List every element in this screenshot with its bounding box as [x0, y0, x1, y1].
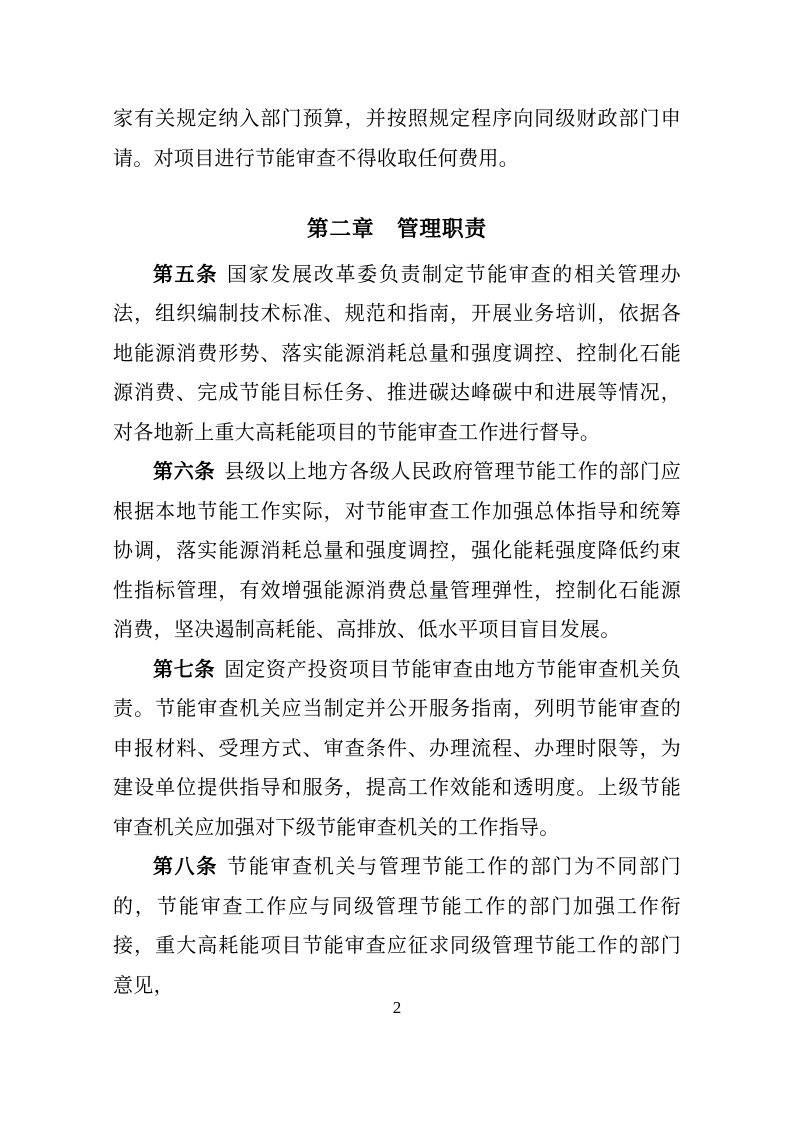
article-label-7: 第七条: [153, 658, 216, 681]
article-label-6: 第六条: [153, 461, 216, 483]
article-paragraph-6: [113, 453, 681, 651]
article-paragraph-8: [113, 848, 681, 1006]
article-text-6: 县级以上地方各级人民政府管理节能工作的部门应根据本地节能工作实际，对节能审查工作加强总体指导和统筹协调，落实能源消耗总量和强度调控，强化能耗强度降低约束性指标管理，有效增强能源消费总量管理弹性，控制化石能源消费，坚决遏制高耗能、高排放、低水平项目盲目发展。: [113, 461, 681, 641]
article-paragraph-5: [113, 256, 681, 454]
page-number: 2: [392, 998, 402, 1017]
article-text-8: 节能审查机关与管理节能工作的部门为不同部门的，节能审查工作应与同级管理节能工作的部门加强工作衔接，重大高耗能项目节能审查应征求同级管理节能工作的部门意见，: [113, 856, 681, 997]
page-content: [113, 100, 681, 1006]
article-label-5: 第五条: [153, 263, 219, 286]
article-label-8: 第八条: [153, 856, 219, 878]
article-text-5: 国家发展改革委负责制定节能审查的相关管理办法，组织编制技术标准、规范和指南，开展业务培训，依据各地能源消费形势、落实能源消耗总量和强度调控、控制化石能源消费、完成节能目标任务、推进碳达峰碳中和进展等情况，对各地新上重大高耗能项目的节能审查工作进行督导。: [113, 263, 681, 444]
article-paragraph-7: [113, 651, 681, 849]
continuation-paragraph: 家有关规定纳入部门预算，并按照规定程序向同级财政部门申请。对项目进行节能审查不得收取任何费用。: [113, 108, 681, 170]
chapter-heading: 第二章 管理职责: [306, 217, 487, 241]
article-text-7: 固定资产投资项目节能审查由地方节能审查机关负责。节能审查机关应当制定并公开服务指南，列明节能审查的申报材料、受理方式、审查条件、办理流程、办理时限等，为建设单位提供指导和服务，提高工作效能和透明度。上级节能审查机关应加强对下级节能审查机关的工作指导。: [113, 658, 681, 839]
